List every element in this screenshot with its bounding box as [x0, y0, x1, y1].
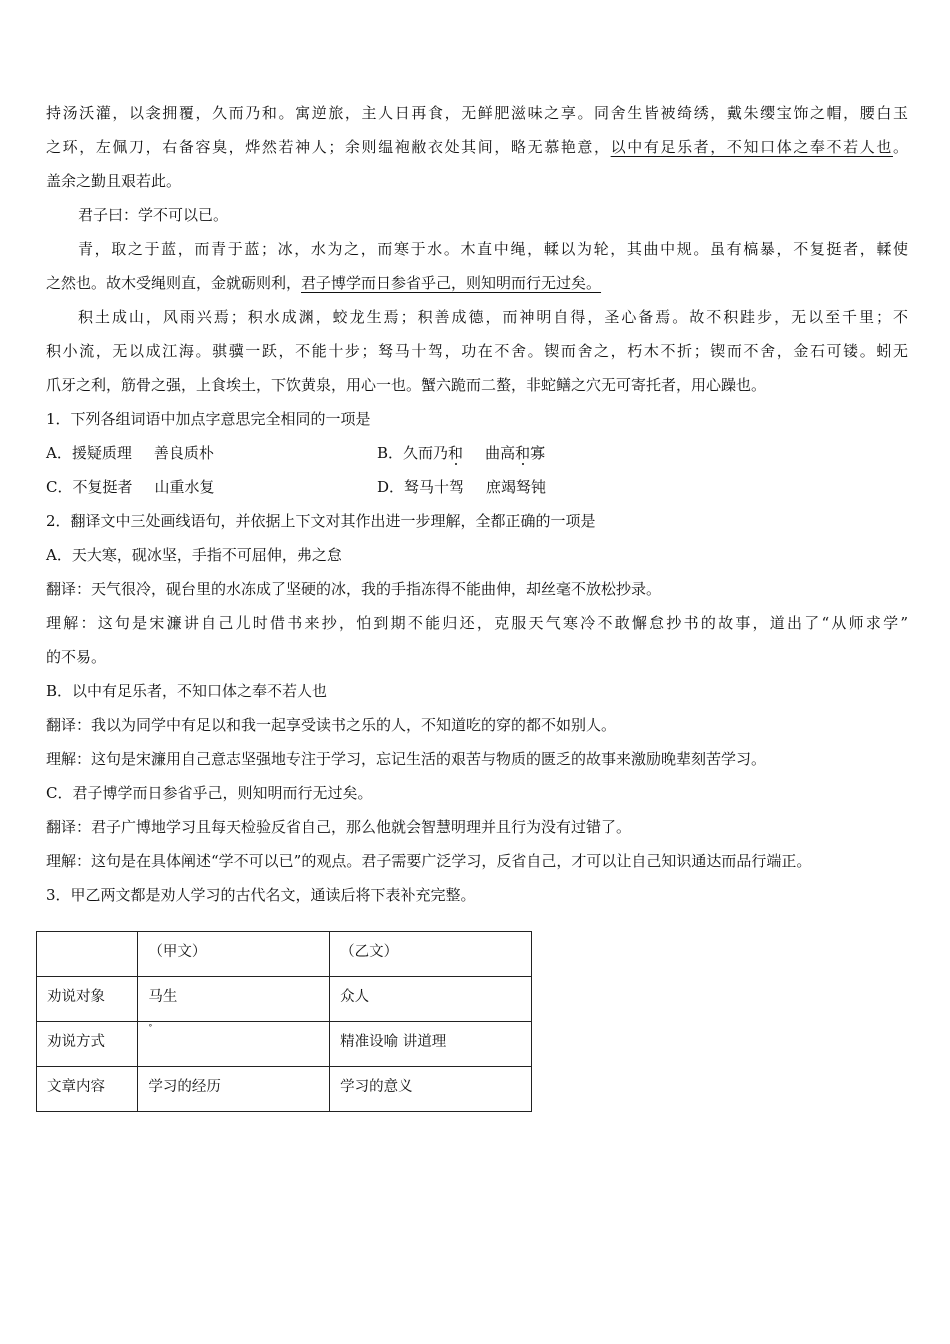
q2-option-b-understanding: 理解：这句是宋濂用自己意志坚强地专注于学习，忘记生活的艰苦与物质的匮乏的故事来激励晚辈刻苦学习。	[46, 750, 767, 768]
underlined-sentence: 以中有足乐者，不知口体之奉不若人也	[610, 138, 893, 156]
option-a	[46, 444, 214, 462]
table-cell	[37, 932, 138, 977]
passage-b-line: 积土成山，风雨兴焉；积水成渊，蛟龙生焉；积善成德，而神明自得，圣心备焉。故不积跬步，无以至千里；不	[78, 308, 908, 326]
question-1-options-cd	[46, 470, 908, 504]
question-3-stem: 3．甲乙两文都是劝人学习的古代名文，通读后将下表补充完整。	[46, 886, 476, 904]
option-b	[377, 436, 545, 470]
document-body	[46, 96, 908, 912]
option-word: 不复挺者	[72, 478, 133, 496]
table-row	[37, 1022, 532, 1067]
q2-option-a-sentence: A．天大寒，砚冰坚，手指不可屈伸，弗之怠	[46, 546, 342, 564]
passage-a-line: 盖余之勤且艰若此。	[46, 172, 182, 190]
passage-b-line: 积小流，无以成江海。骐骥一跃，不能十步；驽马十驾，功在不舍。锲而舍之，朽木不折；锲而不舍，金石可镂。蚓无	[46, 342, 908, 360]
option-label: C．	[46, 478, 73, 496]
table-header-yi: （乙文）	[330, 932, 532, 977]
table-cell: 学习的意义	[330, 1067, 532, 1112]
passage-b-line: 爪牙之利，筋骨之强，上食埃土，下饮黄泉，用心一也。蟹六跪而二螯，非蛇鳝之穴无可寄托者，用心躁也。	[46, 376, 767, 394]
q2-option-b-sentence: B．以中有足乐者，不知口体之奉不若人也	[46, 682, 328, 700]
q2-option-c-translation: 翻译：君子广博地学习且每天检验反省自己，那么他就会智慧明理并且行为没有过错了。	[46, 818, 632, 836]
table-header-jia: （甲文）	[138, 932, 330, 977]
option-word: 久而乃	[403, 444, 449, 462]
q2-option-a-understanding-cont: 的不易。	[46, 648, 107, 666]
comparison-table	[36, 931, 532, 1112]
option-label: A．	[46, 444, 72, 462]
option-word: 曲高	[485, 444, 516, 462]
table-cell: 马生	[138, 977, 330, 1022]
blank-mark: °	[148, 1023, 153, 1032]
table-row	[37, 1067, 532, 1112]
passage-a-line	[46, 130, 908, 164]
passage-b-paragraph: 君子曰：学不可以已。	[78, 206, 229, 224]
answer-blank-cell[interactable]	[138, 1022, 330, 1067]
underlined-sentence: 君子博学而日参省乎己，则知明而行无过矣。	[301, 274, 602, 292]
passage-a-line: 持汤沃灌，以衾拥覆，久而乃和。寓逆旅，主人日再食，无鲜肥滋味之享。同舍生皆被绮绣，戴朱缨宝饰之帽，腰白玉	[46, 104, 908, 122]
q2-option-c-sentence: C．君子博学而日参省乎己，则知明而行无过矣。	[46, 784, 373, 802]
row-label: 劝说对象	[37, 977, 138, 1022]
option-word: 驽马十驾	[404, 478, 465, 496]
row-label: 文章内容	[37, 1067, 138, 1112]
question-1-options-ab	[46, 436, 908, 470]
table-cell: 众人	[330, 977, 532, 1022]
passage-b-text: 之然也。故木受绳则直，金就砺则利，	[46, 274, 302, 292]
option-word: 山重水复	[154, 478, 215, 496]
dotted-char: 和	[448, 444, 464, 462]
option-word: 援疑质理	[71, 444, 132, 462]
q2-option-a-understanding: 理解：这句是宋濂讲自己儿时借书来抄，怕到期不能归还，克服天气寒冷不敢懈怠抄书的故事，道出了“从师求学”	[46, 614, 908, 632]
option-word: 寡	[530, 444, 546, 462]
question-1-stem: 1．下列各组词语中加点字意思完全相同的一项是	[46, 410, 371, 428]
option-c	[46, 478, 215, 496]
q2-option-b-translation: 翻译：我以为同学中有足以和我一起享受读书之乐的人，不知道吃的穿的都不如别人。	[46, 716, 617, 734]
table-header-row	[37, 932, 532, 977]
option-word: 善良质朴	[153, 444, 214, 462]
q2-option-a-translation: 翻译：天气很冷，砚台里的水冻成了坚硬的冰，我的手指冻得不能曲伸，却丝毫不放松抄录。	[46, 580, 662, 598]
table-cell: 精准设喻 讲道理	[330, 1022, 532, 1067]
q2-option-c-understanding: 理解：这句是在具体阐述“学不可以已”的观点。君子需要广泛学习，反省自己，才可以让自己知识通达而品行端正。	[46, 852, 812, 870]
option-d	[377, 470, 546, 504]
passage-a-text: 之环，左佩刀，右备容臭，烨然若神人；余则缊袍敝衣处其间，略无慕艳意，	[46, 138, 611, 156]
table-row	[37, 977, 532, 1022]
row-label: 劝说方式	[37, 1022, 138, 1067]
option-word: 庶竭驽钝	[486, 478, 547, 496]
question-2-stem: 2．翻译文中三处画线语句，并依据上下文对其作出进一步理解，全都正确的一项是	[46, 512, 596, 530]
passage-a-text: 。	[892, 138, 908, 156]
option-label: B．	[377, 444, 404, 462]
table-cell: 学习的经历	[138, 1067, 330, 1112]
passage-b-line	[46, 266, 908, 300]
option-label: D．	[377, 478, 405, 496]
dotted-char: 和	[515, 444, 531, 462]
passage-b-line: 青，取之于蓝，而青于蓝；冰，水为之，而寒于水。木直中绳，輮以为轮，其曲中规。虽有槁暴，不复挺者，輮使	[78, 240, 908, 258]
